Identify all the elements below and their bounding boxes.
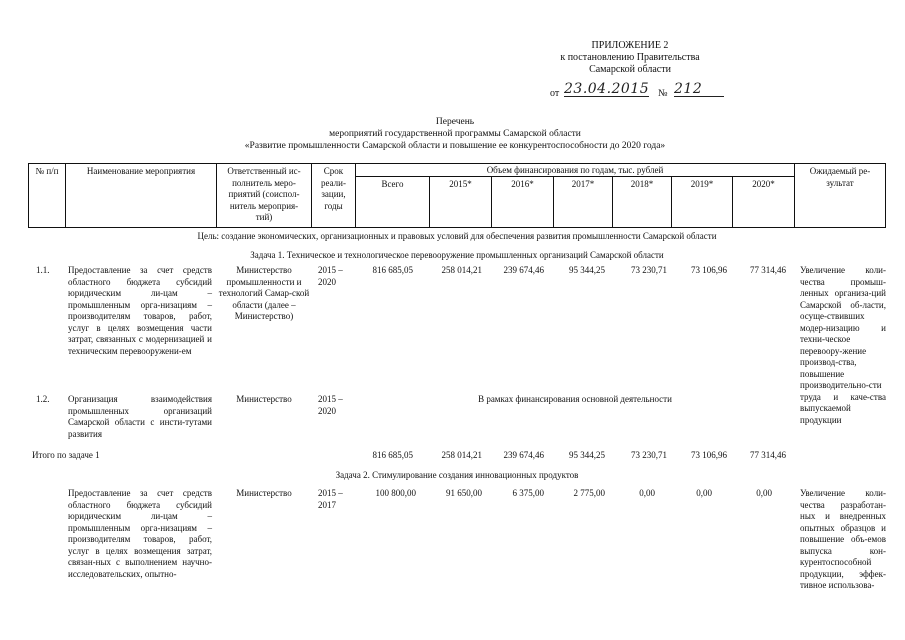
row-1-1-2016: 239 674,46: [503, 265, 544, 275]
header-executor: Ответственный ис-полнитель меро-приятий (соиспол-нитель мероприя-тий): [216, 163, 312, 228]
row-1-2-name: Организация взаимодействия промышленных организаций Самарской области с инсти-тутами развития: [68, 394, 212, 439]
header-funding: Объем финансирования по годам, тыс. рублей: [355, 163, 795, 177]
goal-row: Цель: создание экономических, организационных и правовых условий для обеспечения развития промышленности Самарской области: [197, 231, 717, 241]
task1-total-2017: 95 344,25: [569, 450, 605, 460]
header-2019: 2019*: [671, 176, 733, 228]
row-1-1-period: 2015 – 2020: [318, 265, 343, 287]
date-prefix: от: [550, 88, 560, 99]
task1-total-2018: 73 230,71: [631, 450, 667, 460]
appendix-date-line: [550, 81, 750, 104]
header-num: № п/п: [28, 163, 66, 228]
task1-total-2020: 77 314,46: [750, 450, 786, 460]
row-2-1-2017: 2 775,00: [573, 488, 605, 498]
row-2-1-2016: 6 375,00: [512, 488, 544, 498]
header-name: Наименование мероприятия: [65, 163, 217, 228]
handwritten-date: 23.04.2015: [564, 81, 650, 97]
header-2017: 2017*: [553, 176, 613, 228]
row-1-1-2017: 95 344,25: [569, 265, 605, 275]
row-1-2-period: 2015 – 2020: [318, 394, 343, 416]
row-1-2-funding-note: В рамках финансирования основной деятельности: [478, 394, 672, 404]
row-1-1-2019: 73 106,96: [691, 265, 727, 275]
number-prefix: №: [658, 88, 668, 99]
row-1-1-name: Предоставление за счет средств областного бюджета субсидий юридическим ли-цам – промышленным орга-низациям – производителям товаров, работ, услуг в целях возмещения части затрат, связанных с модернизацией и техническим перевооружени-ем: [68, 265, 212, 356]
task1-total-2019: 73 106,96: [691, 450, 727, 460]
header-2015: 2015*: [429, 176, 492, 228]
row-1-2-executor: Министерство: [236, 394, 292, 404]
row-1-1-2020: 77 314,46: [750, 265, 786, 275]
row-1-1-2018: 73 230,71: [631, 265, 667, 275]
row-2-1-total: 100 800,00: [375, 488, 416, 498]
row-2-1-name: Предоставление за счет средств областного бюджета субсидий юридическим ли-цам – промышленным орга-низациям – производителям товаров, работ, услуг в целях возмещения затрат, связан-ных с выполнением научно-исследовательских, опытно-: [68, 488, 212, 579]
appendix-line2: к постановлению Правительства: [560, 52, 700, 63]
row-1-1-executor: Министерство промышленности и технологий Самар-ской области (далее – Министерство): [218, 265, 310, 321]
header-2018: 2018*: [612, 176, 672, 228]
header-period: Срок реали-зации, годы: [311, 163, 356, 228]
appendix-block: [540, 40, 720, 76]
row-2-1-expected-result: Увеличение коли-чества разработан-ных и внедренных опытных образцов и повышение объ-емов выпуска кон-курентоспособной продукции, эффек-тивное использова-: [800, 488, 886, 590]
row-2-1-period: 2015 – 2017: [318, 488, 343, 510]
task1-total-label: Итого по задаче 1: [32, 450, 100, 460]
row-2-1-2015: 91 650,00: [446, 488, 482, 498]
title-line1: Перечень: [435, 117, 475, 127]
row-1-1-num: 1.1.: [36, 265, 50, 275]
task1-total-all: 816 685,05: [372, 450, 413, 460]
task1-total-2016: 239 674,46: [503, 450, 544, 460]
header-total: Всего: [355, 176, 430, 228]
handwritten-number: 212: [674, 84, 724, 97]
row-2-1-executor: Министерство: [236, 488, 292, 498]
row-2-1-2018: 0,00: [639, 488, 655, 498]
row-2-1-2019: 0,00: [696, 488, 712, 498]
task2-title: Задача 2. Стимулирование создания инновационных продуктов: [335, 470, 579, 480]
row-1-1-2015: 258 014,21: [441, 265, 482, 275]
task1-total-2015: 258 014,21: [441, 450, 482, 460]
task1-title: Задача 1. Техническое и технологическое перевооружение промышленных организаций Самарской области: [250, 250, 664, 260]
title-line2: мероприятий государственной программы Самарской области: [329, 129, 581, 139]
document-title: [140, 116, 770, 152]
appendix-line3: Самарской области: [589, 64, 671, 75]
appendix-title: ПРИЛОЖЕНИЕ 2: [591, 40, 669, 51]
header-2020: 2020*: [732, 176, 795, 228]
row-1-2-num: 1.2.: [36, 394, 50, 404]
header-result: Ожидаемый ре-зультат: [794, 163, 886, 228]
title-line3: «Развитие промышленности Самарской области и повышение ее конкурентоспособности до 2020 года»: [244, 141, 666, 151]
header-2016: 2016*: [491, 176, 554, 228]
row-1-1-total: 816 685,05: [372, 265, 413, 275]
task1-expected-result: Увеличение коли-чества промыш-ленных организа-ций Самарской об-ласти, осуще-ствивших модер-низацию и техни-ческое перевоору-жение производ-ства, повышение производительно-сти труда и каче-ства выпускаемой продукции: [800, 265, 886, 425]
row-2-1-2020: 0,00: [756, 488, 772, 498]
